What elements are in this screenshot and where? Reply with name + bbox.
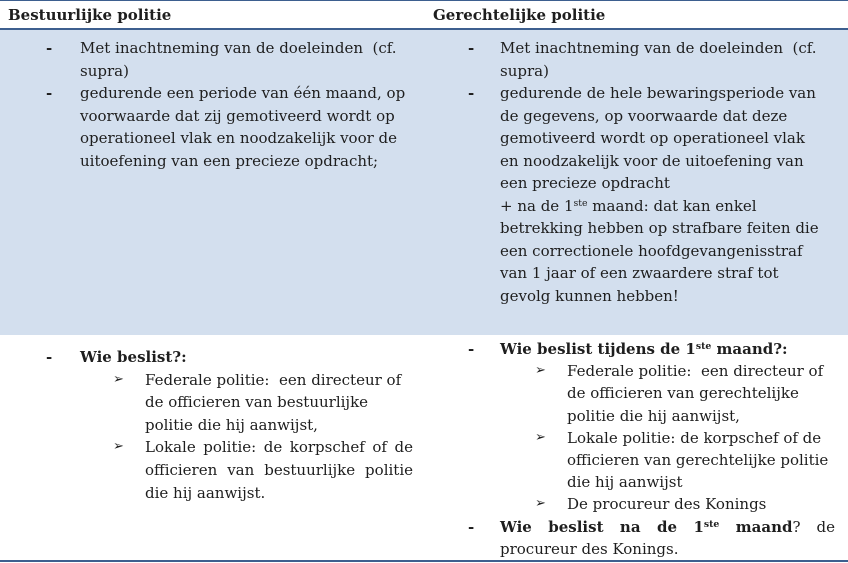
text-line: gedurende een periode van één maand, op — [80, 84, 406, 103]
text-line: Met inachtneming van de doeleinden (cf. — [80, 39, 397, 57]
header-bestuurlijke-politie: Bestuurlijke politie — [8, 6, 172, 24]
table-bottom-border — [0, 560, 848, 562]
text-line: van 1 jaar of een zwaardere straf tot — [500, 264, 779, 282]
text-line: gevolg kunnen hebben! — [500, 286, 679, 305]
text-line: officieren van bestuurlijke politie — [145, 460, 413, 479]
list-item — [46, 82, 420, 172]
text-line: Lokale politie: de korpschef of de — [567, 428, 822, 447]
text-line: die hij aanwijst — [567, 473, 683, 492]
sub-list — [535, 360, 835, 515]
ordinal-superscript: ste — [695, 341, 712, 353]
text-line — [500, 516, 835, 538]
arrow-bullet-icon: ➢ — [535, 429, 546, 445]
text-line: de gegevens, op voorwaarde dat deze — [500, 106, 788, 125]
dash-bullet: - — [46, 39, 53, 57]
text-line — [500, 195, 845, 218]
text-line: Federale politie: een directeur of — [567, 362, 824, 381]
decision-heading — [500, 338, 840, 360]
text-line: Federale politie: een directeur of — [145, 370, 402, 389]
after-first-month-note — [500, 195, 845, 308]
heading-text: Wie beslist na de 1 — [500, 517, 704, 536]
arrow-bullet-icon: ➢ — [113, 371, 124, 387]
list-item — [468, 37, 845, 82]
text-line: gedurende de hele bewaringsperiode van — [500, 84, 816, 102]
arrow-bullet-icon: ➢ — [535, 363, 546, 379]
text-line: een correctionele hoofdgevangenisstraf — [500, 241, 803, 260]
text-line: supra) — [500, 61, 549, 80]
text-line: die hij aanwijst. — [145, 483, 266, 502]
text-line: officieren van gerechtelijke politie — [567, 450, 829, 469]
text-line: een precieze opdracht — [500, 174, 670, 192]
table-top-border — [0, 0, 848, 1]
heading-text: maand — [719, 517, 793, 536]
text-line: betrekking hebben op strafbare feiten die — [500, 219, 819, 237]
heading-text: maand?: — [711, 340, 788, 358]
text-line: De procureur des Konings — [567, 495, 767, 514]
list-item — [468, 516, 840, 560]
dash-bullet: - — [468, 517, 475, 536]
text-line: operationeel vlak en noodzakelijk voor de — [80, 129, 398, 148]
dash-bullet: - — [468, 340, 475, 358]
decision-bestuurlijke-cell — [46, 346, 420, 504]
sub-list-item — [113, 436, 413, 504]
list-item — [46, 346, 420, 504]
text-line: uitoefening van een precieze opdracht; — [80, 151, 379, 170]
ordinal-superscript: ste — [573, 197, 588, 209]
list-item — [46, 37, 420, 82]
dash-bullet: - — [468, 84, 475, 102]
dash-bullet: - — [46, 84, 53, 103]
text-line: de officieren van bestuurlijke — [145, 393, 369, 412]
text-line: gemotiveerd wordt op operationeel vlak — [500, 129, 805, 147]
decision-gerechtelijke-cell — [468, 338, 840, 560]
conditions-bestuurlijke-cell — [46, 37, 420, 173]
sub-list-item — [535, 360, 835, 427]
text-line: politie die hij aanwijst, — [567, 406, 740, 425]
heading-text: Wie beslist tijdens de 1 — [500, 340, 696, 358]
sub-list — [113, 369, 413, 505]
text-line: Met inachtneming van de doeleinden (cf. — [500, 39, 817, 57]
arrow-bullet-icon: ➢ — [535, 496, 546, 512]
dash-bullet: - — [46, 348, 53, 366]
list-item — [468, 82, 845, 195]
arrow-bullet-icon: ➢ — [113, 439, 124, 455]
header-gerechtelijke-politie: Gerechtelijke politie — [433, 6, 606, 24]
text-line: procureur des Konings. — [500, 539, 679, 558]
text-line: supra) — [80, 61, 129, 80]
ordinal-superscript: ste — [703, 518, 720, 530]
sub-list-item — [113, 369, 413, 437]
answer-text: ? de — [792, 517, 835, 536]
text-line: politie die hij aanwijst, — [145, 415, 318, 434]
sub-list-item — [535, 427, 835, 494]
text-line: en noodzakelijk voor de uitoefening van — [500, 151, 804, 170]
text-line: Lokale politie: de korpschef of de — [145, 438, 413, 457]
decision-heading: Wie beslist?: — [80, 348, 187, 366]
text-line: de officieren van gerechtelijke — [567, 384, 799, 403]
conditions-gerechtelijke-cell — [468, 37, 845, 307]
note-text: + na de 1 — [500, 196, 574, 215]
sub-list-item — [535, 493, 835, 515]
text-line: voorwaarde dat zij gemotiveerd wordt op — [80, 106, 395, 125]
dash-bullet: - — [468, 39, 475, 57]
list-item — [468, 338, 840, 516]
note-text: maand: dat kan enkel — [587, 196, 757, 215]
